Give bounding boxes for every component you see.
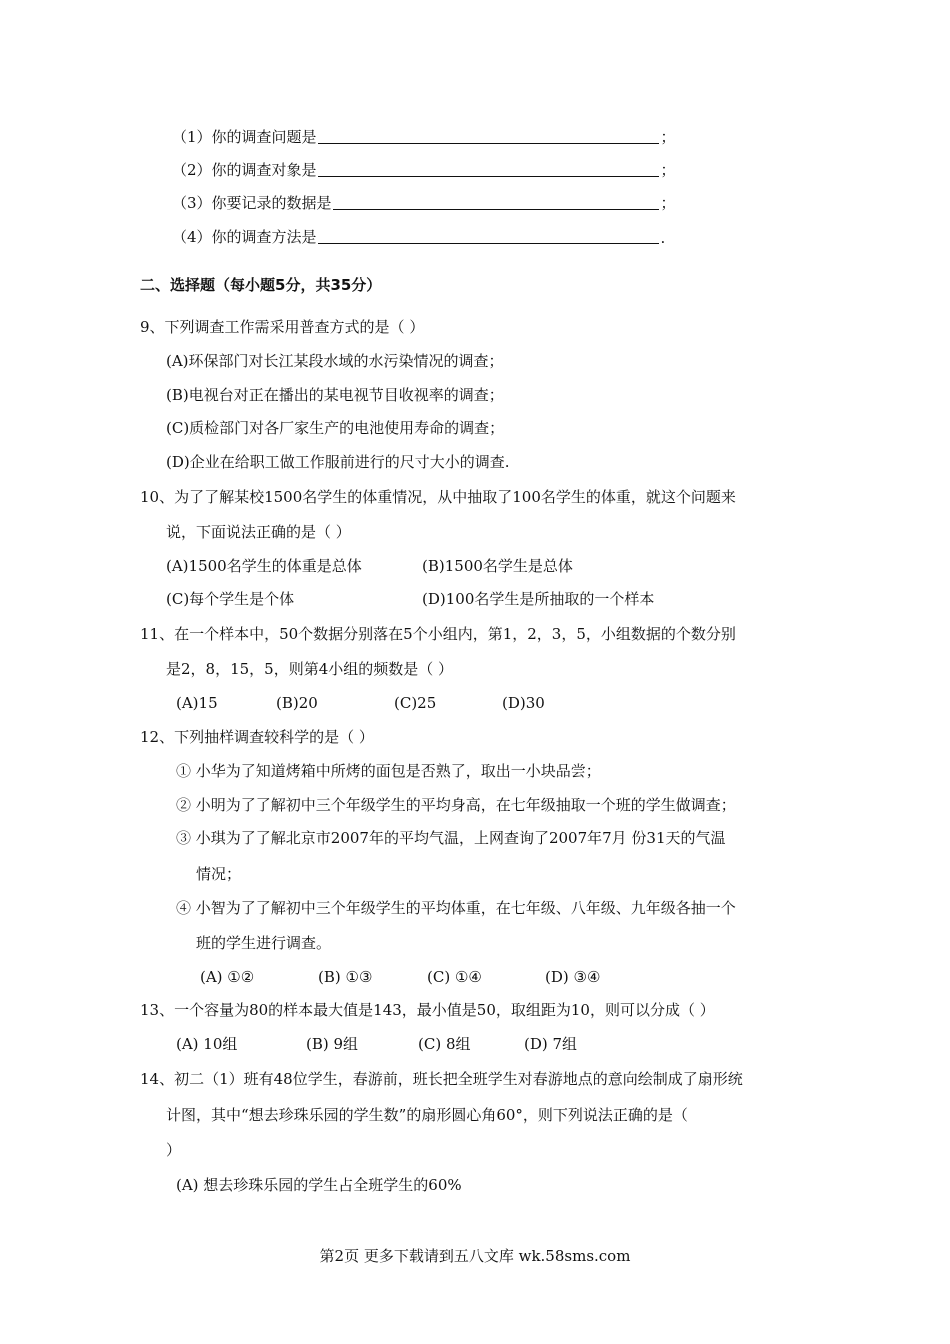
question-12-item-4: ④ 小智为了了解初中三个年级学生的平均体重，在七年级、八年级、九年级各抽一个 (176, 899, 736, 917)
question-12-item-3-cont: 情况； (196, 865, 242, 883)
question-12-item-4-cont: 班的学生进行调查。 (196, 934, 332, 952)
question-12-item-1: ① 小华为了知道烤箱中所烤的面包是否熟了，取出一小块品尝； (176, 762, 601, 780)
fill-in-end: ； (660, 128, 676, 146)
answer-blank[interactable] (333, 195, 659, 210)
question-13-option-a[interactable]: (A) 10组 (176, 1035, 238, 1053)
question-14-stem-line-3: ） (166, 1141, 182, 1159)
fill-in-row-1 (172, 127, 676, 147)
question-13-stem: 13、一个容量为80的样本最大值是143，最小值是50，取组距为10，则可以分成（ ） (140, 1001, 715, 1019)
question-11-option-a[interactable]: (A)15 (176, 694, 218, 712)
fill-in-label: （4）你的调查方法是 (172, 228, 317, 246)
fill-in-row-4 (172, 227, 665, 247)
question-10-option-a[interactable]: (A)1500名学生的体重是总体 (166, 557, 362, 575)
question-12-option-c[interactable]: (C) ①④ (427, 968, 482, 986)
question-14-option-a[interactable]: (A) 想去珍珠乐园的学生占全班学生的60% (176, 1176, 462, 1194)
question-9-option-a[interactable]: (A)环保部门对长江某段水域的水污染情况的调查； (166, 352, 504, 370)
question-13-option-c[interactable]: (C) 8组 (418, 1035, 471, 1053)
fill-in-row-3 (172, 193, 676, 213)
question-13-option-d[interactable]: (D) 7组 (524, 1035, 578, 1053)
question-12-item-2: ② 小明为了了解初中三个年级学生的平均身高，在七年级抽取一个班的学生做调查； (176, 796, 736, 814)
fill-in-label: （2）你的调查对象是 (172, 161, 317, 179)
question-14-stem-line-1: 14、初二（1）班有48位学生，春游前，班长把全班学生对春游地点的意向绘制成了扇形统 (140, 1070, 743, 1088)
question-11-stem-line-1: 11、在一个样本中，50个数据分别落在5个小组内，第1，2，3，5，小组数据的个数分别 (140, 625, 736, 643)
question-10-option-d[interactable]: (D)100名学生是所抽取的一个样本 (422, 590, 655, 608)
section-title: 二、选择题（每小题5分，共35分） (140, 276, 382, 294)
question-12-item-3: ③ 小琪为了了解北京市2007年的平均气温，上网查询了2007年7月 份31天的气温 (176, 829, 726, 847)
question-12-option-d[interactable]: (D) ③④ (545, 968, 601, 986)
question-9-option-c[interactable]: (C)质检部门对各厂家生产的电池使用寿命的调查； (166, 419, 505, 437)
answer-blank[interactable] (318, 162, 659, 177)
question-11-option-c[interactable]: (C)25 (394, 694, 437, 712)
answer-blank[interactable] (318, 229, 659, 244)
answer-blank[interactable] (318, 129, 659, 144)
question-12-option-a[interactable]: (A) ①② (200, 968, 255, 986)
fill-in-end: ； (660, 161, 676, 179)
question-10-option-b[interactable]: (B)1500名学生是总体 (422, 557, 573, 575)
question-12-stem: 12、下列抽样调查较科学的是（ ） (140, 728, 374, 746)
question-9-option-d[interactable]: (D)企业在给职工做工作服前进行的尺寸大小的调查. (166, 453, 510, 471)
fill-in-row-2 (172, 160, 676, 180)
question-14-stem-line-2: 计图，其中“想去珍珠乐园的学生数”的扇形圆心角60°，则下列说法正确的是（ (166, 1106, 688, 1124)
page-footer: 第2页 更多下载请到五八文库 wk.58sms.com (319, 1247, 631, 1265)
question-10-option-c[interactable]: (C)每个学生是个体 (166, 590, 295, 608)
question-13-option-b[interactable]: (B) 9组 (306, 1035, 359, 1053)
question-11-option-d[interactable]: (D)30 (502, 694, 545, 712)
question-11-option-b[interactable]: (B)20 (276, 694, 318, 712)
question-9-stem: 9、下列调查工作需采用普查方式的是（ ） (140, 318, 425, 336)
question-12-option-b[interactable]: (B) ①③ (318, 968, 373, 986)
question-10-stem-line-1: 10、为了了解某校1500名学生的体重情况，从中抽取了100名学生的体重，就这个问题来 (140, 488, 736, 506)
fill-in-end: . (660, 229, 666, 247)
fill-in-end: ； (660, 194, 676, 212)
question-9-option-b[interactable]: (B)电视台对正在播出的某电视节目收视率的调查； (166, 386, 504, 404)
fill-in-label: （1）你的调查问题是 (172, 128, 317, 146)
question-11-stem-line-2: 是2，8，15，5，则第4小组的频数是（ ） (166, 660, 454, 678)
question-10-stem-line-2: 说，下面说法正确的是（ ） (166, 523, 351, 541)
fill-in-label: （3）你要记录的数据是 (172, 194, 332, 212)
